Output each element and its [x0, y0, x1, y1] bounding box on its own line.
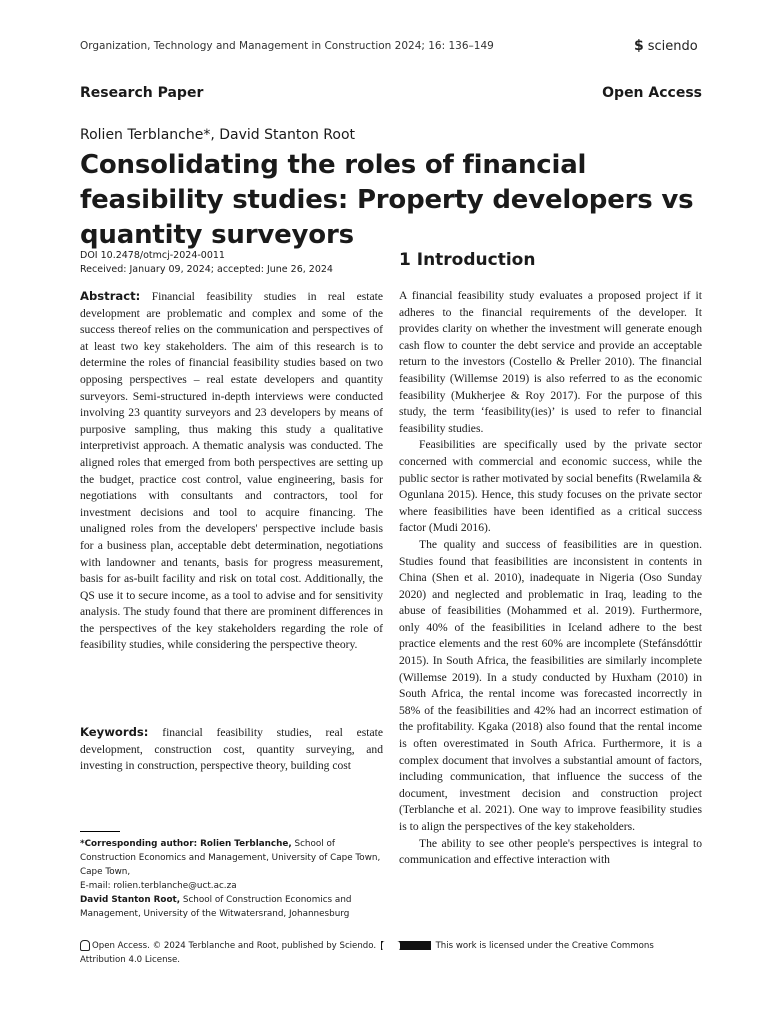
cc-by-icon[interactable]: [381, 941, 431, 950]
received-accepted-dates: Received: January 09, 2024; accepted: June 26, 2024: [80, 264, 333, 275]
keywords-label: Keywords:: [80, 725, 149, 739]
abstract: [80, 288, 383, 654]
second-author-label: David Stanton Root,: [80, 895, 181, 905]
publisher-logo: [634, 38, 698, 54]
footnote-rule: [80, 831, 120, 832]
journal-citation: Organization, Technology and Management in Construction 2024; 16: 136–149: [80, 40, 494, 52]
authors: Rolien Terblanche*, David Stanton Root: [80, 127, 356, 143]
doi-block: [80, 249, 333, 277]
publisher-name: sciendo: [647, 38, 698, 54]
license-prefix: Open Access. © 2024 Terblanche and Root, published by Sciendo.: [92, 941, 377, 951]
paper-type-label: Research Paper: [80, 85, 204, 101]
open-access-label: Open Access: [602, 85, 702, 101]
keywords: [80, 724, 383, 775]
intro-paragraph: A financial feasibility study evaluates a proposed project if it adheres to the financial requirements of the developer. It provides clarity on whether the investment will generate enough cash flow to counter the debt service and provide an acceptable return to the investors (Costello & Preller 2010). The financial feasibility (Willemse 2019) is also referred to as the economic feasibility (Mukherjee & Roy 2017). For the purpose of this study, the term ‘feasibility(ies)’ is used to refer to financial feasibility studies.: [399, 289, 702, 435]
open-access-icon: [80, 940, 90, 951]
intro-paragraph: The quality and success of feasibilities are in question. Studies found that feasibilities are inconsistent in contents in China (Shen et al. 2010), inadequate in Nigeria (Oso Sunday 2020) and neglected and problematic in Iraq, leading to the abuse of feasibilities (Mohammed et al. 2019). Furthermore, only 40% of the feasibilities in Iceland adhere to the best practice elements and the rest 60% are incomplete (Stefánsdóttir 2015). In South Africa, the feasibilities are similarly incomplete (Willemse 2019). In a study conducted by Huxham (2010) in South Africa, the rental income was forecasted incorrectly in 58% of the feasibilities and 42% had an incorrect estimation of the profitability. Kgaka (2018) also found that the rental income is often overestimated in South Africa. Furthermore, it is a complex document that involves a substantial amount of factors, including communication, that influence the success of the document, investment decision and construction project (Terblanche et al. 2021). One way to improve feasibility studies is to align the perspectives of the key stakeholders.: [399, 537, 702, 833]
introduction-body: [399, 288, 702, 869]
second-author-affiliation: School of Construction Economics and Management, University of the Witwatersrand, Johannesburg: [80, 895, 352, 919]
license-line: [80, 939, 700, 967]
intro-paragraph: The ability to see other people's perspectives is integral to communication and effective interaction with: [399, 836, 702, 867]
license-suffix: This work is licensed under the Creative Commons Attribution 4.0 License.: [80, 941, 654, 965]
corresponding-author-email[interactable]: E-mail: rolien.terblanche@uct.ac.za: [80, 881, 237, 891]
abstract-label: Abstract:: [80, 289, 141, 303]
sciendo-icon: $: [634, 38, 644, 54]
section-heading-introduction: 1 Introduction: [399, 250, 536, 270]
paper-title: Consolidating the roles of financial feasibility studies: Property developers vs quantity surveyors: [80, 150, 694, 250]
keywords-text: financial feasibility studies, real estate development, construction cost, quantity surveying, and investing in construction, perspective theory, building cost: [80, 726, 383, 773]
doi[interactable]: DOI 10.2478/otmcj-2024-0011: [80, 250, 225, 261]
intro-paragraph: Feasibilities are specifically used by the private sector concerned with commercial and economic success, while the public sector is rather motivated by social benefits (Rwelamila & Ogunlana 2015). Hence, this study focuses on the private sector where feasibilities have been identified as a critical success factor (Mudi 2016).: [399, 438, 702, 535]
corresponding-author-affiliation: School of Construction Economics and Management, University of Cape Town, Cape Town,: [80, 839, 381, 877]
abstract-text: Financial feasibility studies in real estate development are problematic and complex and some of the success thereof relies on the communication and perspectives of at least two key stakeholders. The aim of this research is to determine the roles of financial feasibility studies based on two opposing perspectives – real estate developers and quantity surveyors. Semi-structured in-depth interviews were conducted involving 23 quantity surveyors and 23 developers by means of purposive sampling, thus making this study a qualitative interpretivist approach. A thematic analysis was conducted. The aligned roles that emerged from both perspectives are setting up the budget, practice cost control, value engineering, basis for negotiations with consultants and contractors, tool for investment decisions and tool to acquire financing. The unaligned roles from the developers' perspective include basis for a business plan, acceptable debt determination, negotiations with landowner and tenants, basis for progress measurement, basis for as-built facility and risk on total cost. Additionally, the QS use it to secure income, as a tool to advise and for sensitivity analysis. The study found that there are prominent differences in the perspectives of the key stakeholders regarding the role of feasibility studies, while considering the perspective theory.: [80, 290, 383, 652]
author-footnotes: [80, 837, 383, 921]
corresponding-author-label: *Corresponding author: Rolien Terblanche,: [80, 839, 292, 849]
